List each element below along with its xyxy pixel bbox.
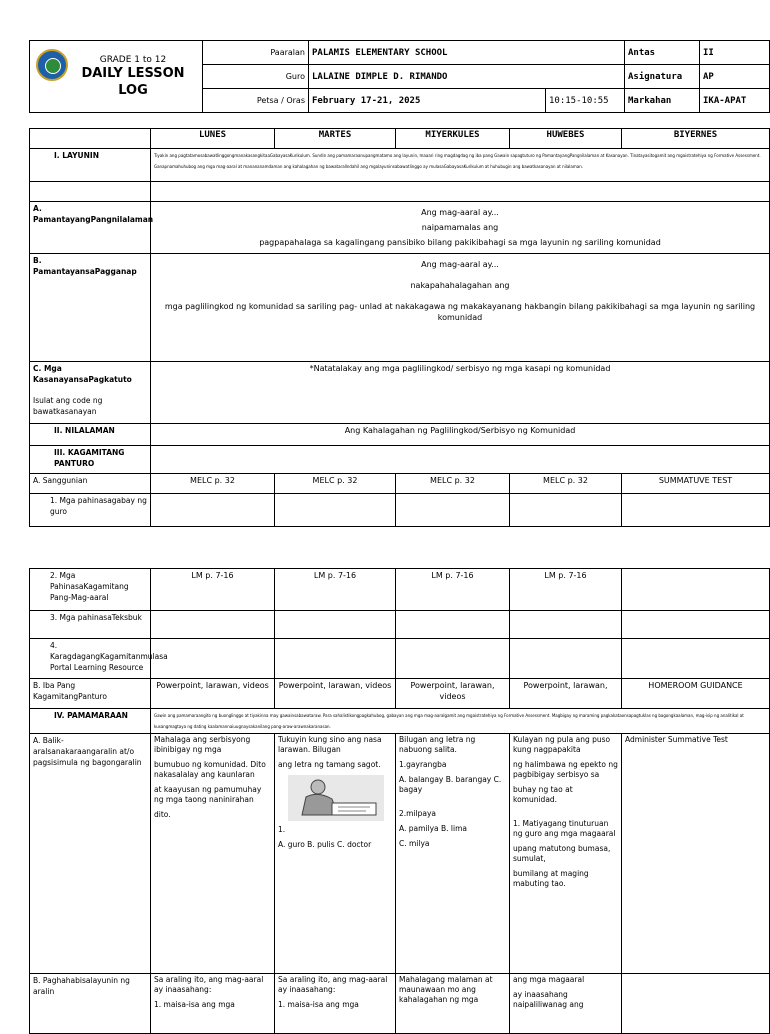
- iba-martes: Powerpoint, larawan, videos: [275, 679, 396, 709]
- teksbuk-biyernes: [622, 611, 770, 639]
- kagamitan-label: III. KAGAMITANG PANTURO: [30, 446, 151, 474]
- a-line2: naipamamalas ang: [421, 223, 499, 232]
- title-log: LOG: [118, 82, 148, 98]
- kasanayan-sub: Isulat ang code ng bawatkasanayan: [33, 396, 103, 416]
- balik-aral-label: A. Balik-aralsanakaraangaralin at/o pagsisimula ng bagongaralin: [30, 734, 151, 974]
- b-line1: Ang mag-aaral ay...: [421, 260, 499, 269]
- lm-biyernes: [622, 569, 770, 611]
- pag-lunes-p2: 1. maisa-isa ang mga: [154, 1000, 235, 1009]
- lm-lunes: LM p. 7-16: [151, 569, 275, 611]
- balik-martes-p2: ang letra ng tamang sagot.: [278, 760, 381, 769]
- oras-value: 10:15-10:55: [546, 89, 625, 113]
- day-martes: MARTES: [275, 129, 396, 149]
- sanggunian-huwebes: MELC p. 32: [510, 474, 622, 494]
- karagdagan-biyernes: [622, 639, 770, 679]
- iba-miyerkules: Powerpoint, larawan, videos: [396, 679, 510, 709]
- kagamitan-row: [151, 446, 770, 474]
- paghahabi-huwebes: [510, 974, 622, 1034]
- pamamaraan-label: IV. PAMAMARAAN: [30, 709, 151, 734]
- teksbuk-martes: [275, 611, 396, 639]
- day-lunes: LUNES: [151, 129, 275, 149]
- balik-huw-p4: 1. Matiyagang tinuturuan ng guro ang mga magaaral: [513, 819, 616, 838]
- b-line2: nakapahahalagahan ang: [410, 281, 510, 290]
- teksbuk-label: 3. Mga pahinasaTeksbuk: [30, 611, 151, 639]
- layunin-label: I. LAYUNIN: [30, 149, 151, 182]
- header-table: [29, 40, 770, 113]
- balik-lunes-p4: dito.: [154, 810, 171, 819]
- day-biyernes: BIYERNES: [622, 129, 770, 149]
- pamamaraan-text: Gawin ang pamamaraangito ng buonglinggo at tiyakinna may gawainsabawataraw. Para sahalistikongpagkahubog, gabayan ang mga mag-aaralgamit ang mgaistratehiya ng Formative Assessment. Magbigay ng maraming pagkakataonsapagtuklas ng bagongkaalaman, mag-isip ng analitikal at kusangmagtaya ng dating kaalamannaiuugnaysakanilang pang-araw-arawnakaranasan.: [151, 709, 770, 734]
- balik-martes-p3: 1.: [278, 825, 286, 834]
- markahan-value: IKA-APAT: [700, 89, 770, 113]
- pag-miy-p1: Mahalagang malaman at maunawaan mo ang kahalagahan ng mga: [399, 975, 493, 1004]
- karagdagan-huwebes: [510, 639, 622, 679]
- sanggunian-miyerkules: MELC p. 32: [396, 474, 510, 494]
- pamantayang-pangnilalaman-label: A. PamantayangPangnilalaman: [30, 202, 151, 254]
- balik-lunes: [151, 734, 275, 974]
- balik-huw-p2: ng halimbawa ng epekto ng pagbibigay serbisyo sa: [513, 760, 618, 779]
- balik-lunes-p2: bumubuo ng komunidad. Dito nakasalalay ang kaunlaran: [154, 760, 266, 779]
- pahina-guro-martes: [275, 494, 396, 527]
- deped-seal-icon: [36, 49, 68, 81]
- pahina-guro-biyernes: [622, 494, 770, 527]
- balik-lunes-p3: at kaayusan ng pamumuhay ng mga taong naninirahan: [154, 785, 262, 804]
- balik-miy-p3: A. balangay B. barangay C. bagay: [399, 775, 502, 794]
- lm-miyerkules: LM p. 7-16: [396, 569, 510, 611]
- lm-martes: LM p. 7-16: [275, 569, 396, 611]
- pag-martes-p2: 1. maisa-isa ang mga: [278, 1000, 359, 1009]
- kasanayan-label: C. Mga KasanayansaPagkatuto: [33, 364, 132, 384]
- guro-label: Guro: [203, 65, 309, 89]
- iba-lunes: Powerpoint, larawan, videos: [151, 679, 275, 709]
- balik-martes: [275, 734, 396, 974]
- a-line1: Ang mag-aaral ay...: [421, 208, 499, 217]
- karagdagan-miyerkules: [396, 639, 510, 679]
- a-line3: pagpapahalaga sa kagalingang pansibiko bilang pakikibahagi sa mga layunin ng sariling komunidad: [259, 238, 661, 247]
- sanggunian-lunes: MELC p. 32: [151, 474, 275, 494]
- petsa-value: February 17-21, 2025: [309, 89, 546, 113]
- nilalaman-text: Ang Kahalagahan ng Paglilingkod/Serbisyo ng Komunidad: [151, 424, 770, 446]
- blank-cell: [30, 182, 151, 202]
- lesson-table-2: [29, 568, 770, 1034]
- pahina-mag-aaral-label: 2. Mga PahinasaKagamitang Pang-Mag-aaral: [30, 569, 151, 611]
- sanggunian-biyernes: SUMMATUVE TEST: [622, 474, 770, 494]
- paaralan-value: PALAMIS ELEMENTARY SCHOOL: [309, 41, 625, 65]
- balik-huwebes: [510, 734, 622, 974]
- paaralan-label: Paaralan: [203, 41, 309, 65]
- antas-value: II: [700, 41, 770, 65]
- iba-biyernes: HOMEROOM GUIDANCE: [622, 679, 770, 709]
- markahan-label: Markahan: [625, 89, 700, 113]
- karagdagan-label: 4. KaragdagangKagamitanmulasa Portal Learning Resource: [30, 639, 151, 679]
- lesson-table-1: [29, 128, 770, 527]
- balik-huw-p1: Kulayan ng pula ang puso kung nagpapakita: [513, 735, 611, 754]
- pamantayan-pagganap-label: B. PamantayansaPagganap: [30, 254, 151, 362]
- petsa-label: Petsa / Oras: [203, 89, 309, 113]
- balik-martes-p1: Tukuyin kung sino ang nasa larawan. Bilugan: [278, 735, 382, 754]
- balik-miyerkules: [396, 734, 510, 974]
- day-huwebes: HUWEBES: [510, 129, 622, 149]
- teksbuk-miyerkules: [396, 611, 510, 639]
- blank-row: [151, 182, 770, 202]
- paghahabi-lunes: [151, 974, 275, 1034]
- karagdagan-martes: [275, 639, 396, 679]
- balik-miy-p4: 2.milpaya: [399, 809, 437, 818]
- iba-huwebes: Powerpoint, larawan,: [510, 679, 622, 709]
- b-line3: mga paglilingkod ng komunidad sa sariling pag- unlad at nakakagawa ng makakayanang hakbangin bilang pakikibahagi sa mga layunin ng sariling komunidad: [164, 302, 756, 322]
- pahina-guro-label: 1. Mga pahinasagabay ng guro: [30, 494, 151, 527]
- balik-huw-p3: buhay ng tao at komunidad.: [513, 785, 573, 804]
- pag-huw-p1: ang mga magaaral: [513, 975, 585, 984]
- sanggunian-martes: MELC p. 32: [275, 474, 396, 494]
- balik-biyernes: [622, 734, 770, 974]
- balik-martes-p4: A. guro B. pulis C. doctor: [278, 840, 372, 849]
- nilalaman-label: II. NILALAMAN: [30, 424, 151, 446]
- corner-cell: [30, 129, 151, 149]
- paghahabi-martes: [275, 974, 396, 1034]
- iba-pang-label: B. Iba Pang KagamitangPanturo: [30, 679, 151, 709]
- kasanayan-label-cell: [30, 362, 151, 424]
- balik-miy-p5: A. pamilya B. lima: [399, 824, 467, 833]
- balik-miy-p1: Bilugan ang letra ng nabuong salita.: [399, 735, 476, 754]
- teksbuk-lunes: [151, 611, 275, 639]
- pag-martes-p1: Sa araling ito, ang mag-aaral ay inaasahang:: [278, 975, 388, 994]
- teksbuk-huwebes: [510, 611, 622, 639]
- pamantayang-pangnilalaman-text: [151, 202, 770, 254]
- balik-huw-p6: bumilang at maging mabuting tao.: [513, 869, 589, 888]
- asignatura-label: Asignatura: [625, 65, 700, 89]
- guro-value: LALAINE DIMPLE D. RIMANDO: [309, 65, 625, 89]
- paghahabi-miyerkules: [396, 974, 510, 1034]
- antas-label: Antas: [625, 41, 700, 65]
- balik-miy-p6: C. milya: [399, 839, 430, 848]
- pag-huw-p2: ay inaasahang naipaliliwanag ang: [513, 990, 584, 1009]
- balik-huw-p5: upang matutong bumasa, sumulat,: [513, 844, 611, 863]
- balik-miy-p2: 1.gayrangba: [399, 760, 447, 769]
- sanggunian-label: A. Sanggunian: [30, 474, 151, 494]
- pag-lunes-p1: Sa araling ito, ang mag-aaral ay inaasahang:: [154, 975, 264, 994]
- pahina-guro-huwebes: [510, 494, 622, 527]
- layunin-text: Tiyakin ang pagtatamosabawatlinggongmanakasangkitaaGabayasaKurikulum. Sundin ang pamamaraanupangmatamo ang layunin, maaari ring magdagdag ng iba pang Gawain sapagtuturo ng PamantayangPangnilalaman at Kasanayan. Tinatayasitogamit ang mgaistratehiya ng Formative Assessment. Ganapnamahuhubog ang mga mag-aaral at manananamdaman ang kahalagahan ng bawatarallndahil ang mgalayuninsabawatlinggo ay mulasaGabayasaKurikulum at huhubugin ang bawatkasanayan at nilalaman.: [151, 149, 770, 182]
- kasanayan-text: *Natatalakay ang mga paglilingkod/ serbisyo ng mga kasapi ng komunidad: [151, 362, 770, 424]
- title-daily-lesson: DAILY LESSON: [81, 65, 185, 81]
- day-miyerkules: MIYERKULES: [396, 129, 510, 149]
- karagdagan-lunes: [151, 639, 275, 679]
- balik-lunes-p1: Mahalaga ang serbisyong ibinibigay ng mga: [154, 735, 251, 754]
- grade-label: GRADE 1 to 12: [99, 54, 167, 65]
- pahina-guro-lunes: [151, 494, 275, 527]
- asignatura-value: AP: [700, 65, 770, 89]
- pamantayan-pagganap-text: [151, 254, 770, 362]
- lm-huwebes: LM p. 7-16: [510, 569, 622, 611]
- paghahabi-label: B. Paghahabisalayunin ng aralin: [30, 974, 151, 1034]
- balik-biy-p1: Administer Summative Test: [625, 735, 728, 744]
- teacher-writing-image: [288, 775, 384, 821]
- paghahabi-biyernes: [622, 974, 770, 1034]
- header-title-cell: [30, 41, 203, 113]
- pahina-guro-miyerkules: [396, 494, 510, 527]
